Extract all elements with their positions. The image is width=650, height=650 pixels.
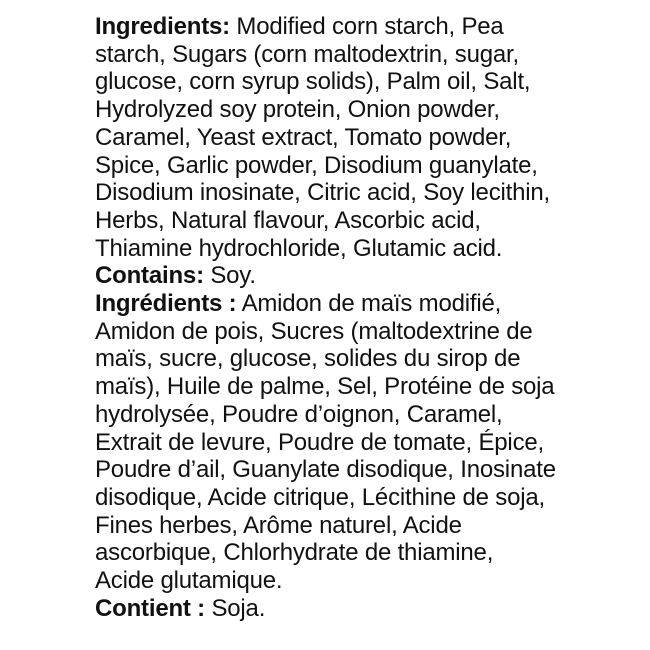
label-line	[95, 595, 625, 623]
label-line	[95, 68, 625, 96]
label-line	[95, 318, 625, 346]
label-line	[95, 96, 625, 124]
line-text: Herbs, Natural flavour, Ascorbic acid,	[95, 206, 481, 234]
line-text: Poudre d’ail, Guanylate disodique, Inosinate	[95, 456, 556, 484]
label-line	[95, 13, 625, 41]
line-text: Thiamine hydrochloride, Glutamic acid.	[95, 234, 503, 262]
line-text: ascorbique, Chlorhydrate de thiamine,	[95, 539, 494, 567]
label-line	[95, 456, 625, 484]
label-line	[95, 539, 625, 567]
line-text: Amidon de pois, Sucres (maltodextrine de	[95, 317, 533, 345]
line-text: Modified corn starch, Pea	[229, 13, 504, 40]
label-line	[95, 373, 625, 401]
section-label: Contient :	[95, 594, 205, 622]
label-line	[95, 345, 625, 373]
line-text: starch, Sugars (corn maltodextrin, sugar,	[95, 40, 519, 68]
label-line	[95, 401, 625, 429]
line-text: Extrait de levure, Poudre de tomate, Épice,	[95, 428, 544, 456]
label-line	[95, 567, 625, 595]
section-label: Ingrédients :	[95, 290, 237, 318]
label-line	[95, 290, 625, 318]
section-label: Contains:	[95, 262, 204, 290]
line-text: maïs, sucre, glucose, solides du sirop de	[95, 345, 521, 373]
label-line	[95, 262, 625, 290]
line-text: Soja.	[204, 594, 266, 622]
label-line	[95, 429, 625, 457]
label-line	[95, 512, 625, 540]
line-text: hydrolysée, Poudre d’oignon, Caramel,	[95, 400, 503, 428]
section-label: Ingredients:	[95, 13, 230, 40]
label-line	[95, 152, 625, 180]
line-text: Fines herbes, Arôme naturel, Acide	[95, 511, 462, 539]
section-contains-fr	[95, 595, 625, 623]
label-line	[95, 124, 625, 152]
line-text: Soy.	[203, 262, 256, 290]
label-line	[95, 179, 625, 207]
line-text: Spice, Garlic powder, Disodium guanylate,	[95, 151, 538, 179]
section-ingredients-en	[95, 13, 625, 262]
line-text: Acide glutamique.	[95, 567, 283, 595]
line-text: Hydrolyzed soy protein, Onion powder,	[95, 96, 500, 124]
line-text: glucose, corn syrup solids), Palm oil, Salt,	[95, 68, 531, 96]
line-text: maïs), Huile de palme, Sel, Protéine de soja	[95, 373, 555, 401]
label-line	[95, 484, 625, 512]
section-ingredients-fr	[95, 290, 625, 595]
line-text: Amidon de maïs modifié,	[236, 290, 502, 318]
line-text: Caramel, Yeast extract, Tomato powder,	[95, 123, 512, 151]
line-text: disodique, Acide citrique, Lécithine de soja,	[95, 483, 545, 511]
section-contains-en	[95, 262, 625, 290]
label-line	[95, 207, 625, 235]
label-line	[95, 41, 625, 69]
ingredients-panel	[95, 13, 625, 622]
label-line	[95, 235, 625, 263]
line-text: Disodium inosinate, Citric acid, Soy lecithin,	[95, 179, 550, 207]
